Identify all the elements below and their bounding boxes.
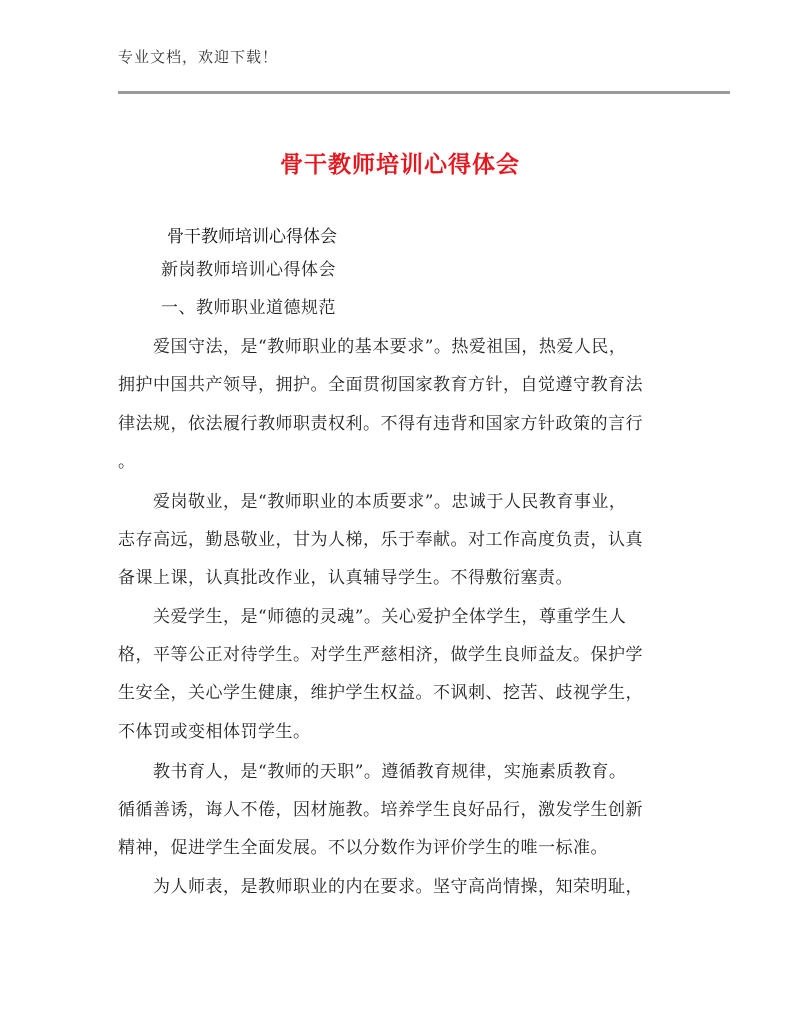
paragraph-line: 律法规，依法履行教师职责权利。不得有违背和国家方针政策的言行 [118, 414, 643, 434]
paragraph-line: 关爱学生，是“师德的灵魂”。关心爱护全体学生，尊重学生人 [153, 607, 627, 627]
header-divider [118, 91, 730, 94]
document-title: 骨干教师培训心得体会 [280, 152, 520, 178]
paragraph-line: 爱岗敬业，是“教师职业的本质要求”。忠诚于人民教育事业， [153, 492, 627, 512]
paragraph-line: 拥护中国共产领导，拥护。全面贯彻国家教育方针，自觉遵守教育法 [118, 375, 643, 395]
paragraph-line: 不体罚或变相体罚学生。 [118, 722, 311, 742]
paragraph-line: 教书育人，是“教师的天职”。遵循教育规律，实施素质教育。 [153, 762, 627, 782]
paragraph-line: 生安全，关心学生健康，维护学生权益。不讽刺、挖苦、歧视学生， [118, 683, 643, 703]
section-heading: 一、教师职业道德规范 [161, 298, 336, 318]
paragraph-line: 。 [118, 452, 136, 472]
paragraph-line: 爱国守法，是“教师职业的基本要求”。热爱祖国，热爱人民， [153, 337, 627, 357]
paragraph-line: 循循善诱，诲人不倦，因材施教。培养学生良好品行，激发学生创新 [118, 800, 643, 820]
document-subtitle: 骨干教师培训心得体会 [167, 227, 337, 247]
paragraph-line: 为人师表，是教师职业的内在要求。坚守高尚情操，知荣明耻， [153, 877, 643, 897]
paragraph-line: 志存高远，勤恳敬业，甘为人梯，乐于奉献。对工作高度负责，认真 [118, 530, 643, 550]
page-header-text: 专业文档，欢迎下载！ [118, 48, 279, 66]
paragraph-line: 精神，促进学生全面发展。不以分数作为评价学生的唯一标准。 [118, 838, 608, 858]
paragraph-line: 格，平等公正对待学生。对学生严慈相济，做学生良师益友。保护学 [118, 645, 643, 665]
paragraph-line: 新岗教师培训心得体会 [161, 260, 336, 280]
paragraph-line: 备课上课，认真批改作业，认真辅导学生。不得敷衍塞责。 [118, 568, 573, 588]
